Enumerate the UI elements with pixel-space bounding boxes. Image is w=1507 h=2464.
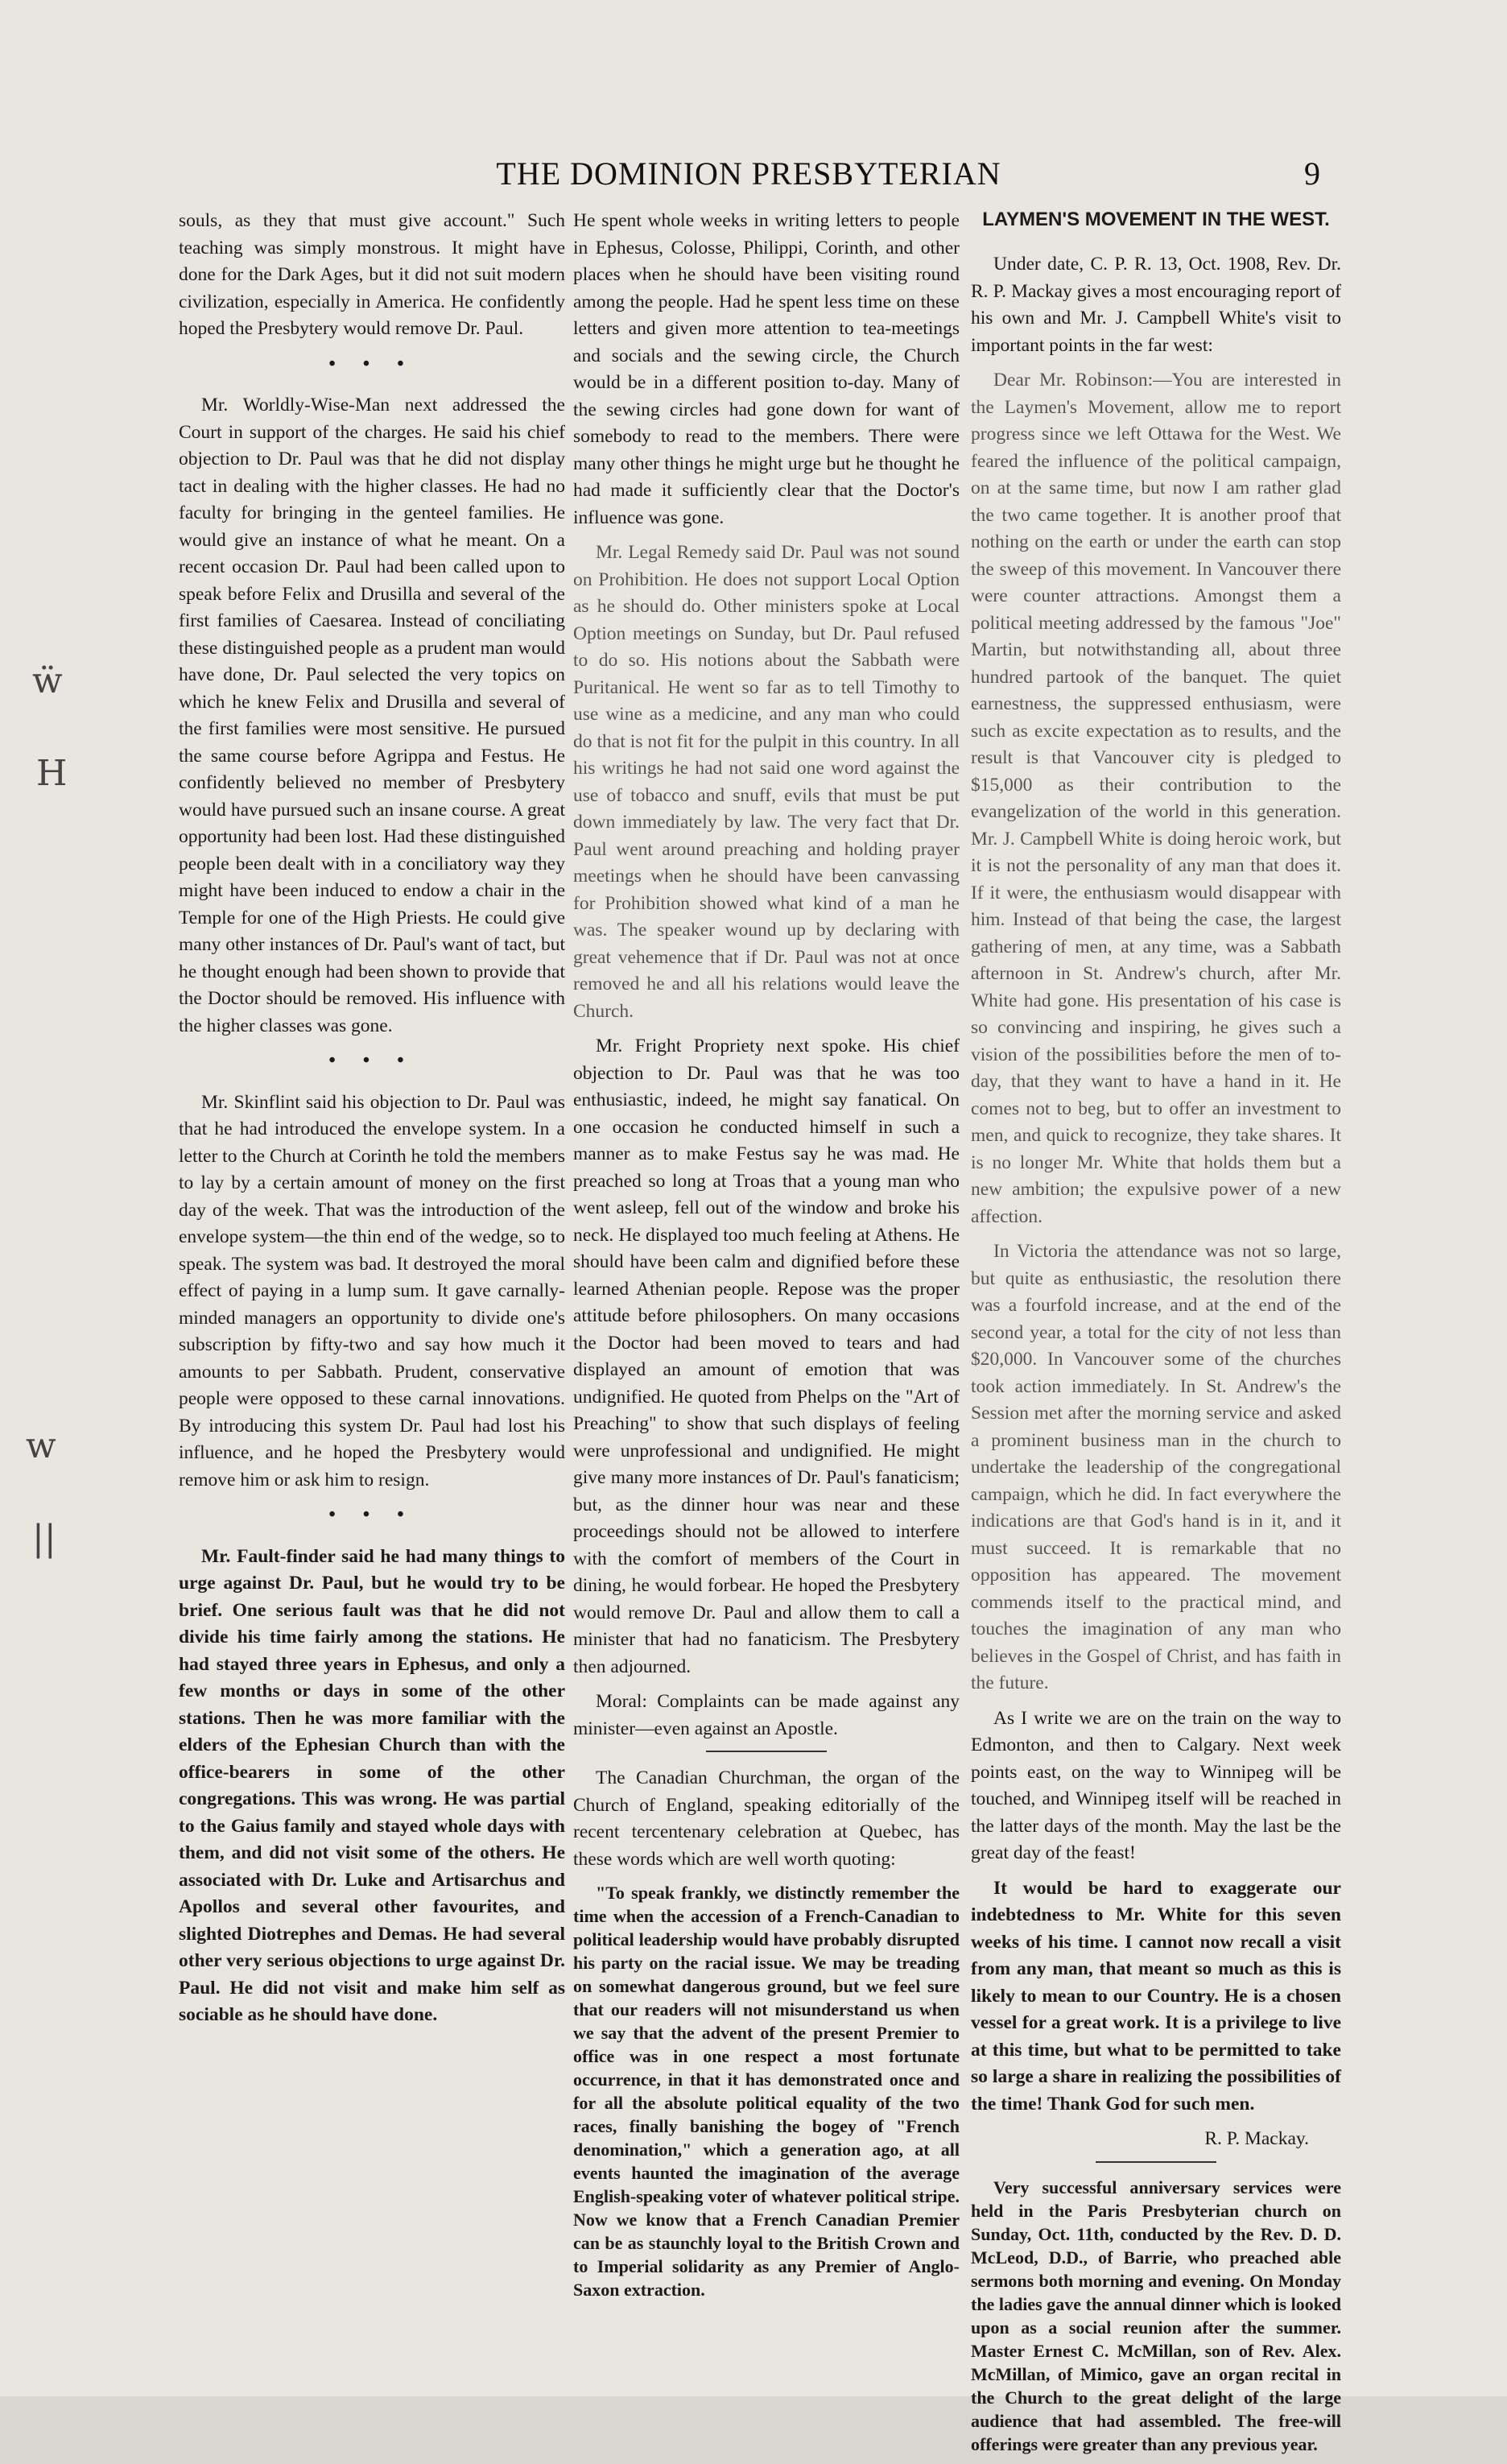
column-middle <box>573 208 960 2309</box>
article-paragraph: Very successful anniversary services were held in the Paris Presbyterian church on Sunday, Oct. 11th, conducted by the Rev. D. D. McLeod, D.D., of Barrie, who preached able sermons both morning and evening. On Monday the ladies gave the annual dinner which is looked upon as a social reunion after the summer. Master Ernest C. McMillan, son of Rev. Alex. McMillan, of Mimico, gave an organ recital in the Church to the great delight of the large audience that had assembled. The free-will offerings were greater than any previous year. <box>971 2177 1341 2454</box>
signature: R. P. Mackay. <box>1204 2128 1309 2149</box>
margin-mark-4: || <box>32 1518 56 1559</box>
margin-mark-1: ẅ <box>32 660 63 701</box>
section-separator: • • • <box>328 353 415 374</box>
article-paragraph: Dear Mr. Robinson:—You are interested in the Laymen's Movement, allow me to report progress since we left Ottawa for the West. We feared the influence of the political campaign, on at the same time, but now I am rather glad the two came together. It is another proof that nothing on the earth or under the earth can stop the sweep of this movement. In Vancouver there were counter attractions. Amongst them a political meeting addressed by the famous "Joe" Martin, but notwithstanding all, about three hundred partook of the banquet. The quiet earnestness, the suppressed enthusiasm, were such as excite expectation as to results, and the result is that Vancouver city is pledged to $15,000 as their contribution to the evangelization of the world in this generation. Mr. J. Campbell White is doing heroic work, but it is not the personality of any man that does it. If it were, the enthusiasm would disappear with him. Instead of that being the case, the largest gathering of men, at any time, was a Sabbath afternoon in St. Andrew's church, after Mr. White had gone. His presentation of his case is so convincing and inspiring, he gives such a vision of the possibilities before the men of to-day, that they want to have a hand in it. He comes not to beg, but to offer an investment to men, and quick to recognize, they take shares. It is no longer Mr. White that holds them but a new ambition; the expulsive power of a new affection. <box>971 370 1341 1227</box>
column-right <box>971 208 1341 2464</box>
section-separator: • • • <box>328 1504 415 1525</box>
divider-rule <box>1096 2161 1216 2163</box>
article-paragraph: In Victoria the attendance was not so large, but quite as enthusiastic, the resolution there was a fourfold increase, and at the end of the second year, a total for the city of not less than $20,000. In Vancouver some of the churches took action immediately. In St. Andrew's the Session met after the morning service and asked a prominent business man in the church to undertake the leadership of the congregational campaign, which he did. In fact everywhere the indications are that God's hand is in it, and it must succeed. It is remarkable that no opposition has appeared. The movement commends itself to the practical mind, and touches the imagination of any man who believes in the Gospel of Christ, and has faith in the future. <box>971 1241 1341 1693</box>
article-paragraph: Mr. Skinflint said his objection to Dr. Paul was that he had introduced the envelope system. In a letter to the Church at Corinth he told the members to lay by a certain amount of money on the first day of the week. That was the introduction of the envelope system—the thin end of the wedge, so to speak. The system was bad. It destroyed the moral effect of paying in a lump sum. It gave carnally-minded managers an opportunity to divide one's subscription by fifty-two and say how much it amounts to per Sabbath. Prudent, conservative people were opposed to these carnal innovations. By introducing this system Dr. Paul had lost his influence, and he hoped the Presbytery would remove him or ask him to resign. <box>179 1091 565 1490</box>
article-paragraph: Mr. Fault-finder said he had many things to urge against Dr. Paul, but he would try to be brief. One serious fault was that he did not divide his time fairly among the stations. He had stayed three years in Ephesus, and only a few months or days in some of the other stations. Then he was more familiar with the elders of the Ephesian Church than with the office-bearers in some of the other congregations. This was wrong. He was partial to the Gaius family and stayed whole days with them, and did not visit some of the others. He associated with Dr. Luke and Artisarchus and Apollos and several other favourites, and slighted Diotrephes and Demas. He had several other very serious objections to urge against Dr. Paul. He did not visit and make him self as sociable as he should have done. <box>179 1545 565 2025</box>
article-paragraph: The Canadian Churchman, the organ of the Church of England, speaking editorially of the recent tercentenary celebration at Quebec, has these words which are well worth quoting: <box>573 1767 960 1870</box>
article-paragraph: Mr. Fright Propriety next spoke. His chief objection to Dr. Paul was that he was too enthusiastic, indeed, he might say fanatical. On one occasion he conducted himself in such a manner as to make Festus say he was mad. He preached so long at Troas that a young man who went asleep, fell out of the window and broke his neck. He displayed too much feeling at Athens. He should have been calm and dignified before these learned Athenian people. Repose was the proper attitude before philosophers. On many occasions the Doctor had been moved to tears and had displayed an amount of emotion that was undignified. He quoted from Phelps on the "Art of Preaching" to show that such displays of feeling were unprofessional and undignified. He might give many more instances of Dr. Paul's fanaticism; but, as the dinner hour was near and these proceedings should not be allowed to interfere with the comfort of members of the Court in dining, he would forbear. He hoped the Presbytery would remove Dr. Paul and allow them to call a minister that had no fanaticism. The Presbytery then adjourned. <box>573 1036 960 1677</box>
quotation-paragraph: "To speak frankly, we distinctly remember the time when the accession of a French-Canadian to political leadership would have probably disrupted his party on the racial issue. We may be treading on somewhat dangerous ground, but we feel sure that our readers will not misunderstand us when we say that the advent of the present Premier to office was in one respect a most fortunate occurrence, in that it has demonstrated once and for all the absolute political equality of the two races, finally banishing the bogey of "French denomination," which a generation ago, at all events haunted the imagination of the average English-speaking voter of whatever political stripe. Now we know that a French Canadian Premier can be as staunchly loyal to the British Crown and to Imperial solidarity as any Premier of Anglo-Saxon extraction. <box>573 1883 960 2300</box>
article-heading: LAYMEN'S MOVEMENT IN THE WEST. <box>982 209 1330 230</box>
moral-paragraph: Moral: Complaints can be made against any minister—even against an Apostle. <box>573 1691 960 1739</box>
article-paragraph: Mr. Worldly-Wise-Man next addressed the Court in support of the charges. He said his chief objection to Dr. Paul was that he did not display tact in dealing with the higher classes. He had no faculty for bringing in the genteel families. He would give an instance of what he meant. On a recent occasion Dr. Paul had been called upon to speak before Felix and Drusilla and several of the first families of Caesarea. Instead of conciliating these distinguished people as a prudent man would have done, Dr. Paul selected the very topics on which he knew Felix and Drusilla and several of the first families were most sensitive. He pursued the same course before Agrippa and Festus. He confidently believed no member of Presbytery would have pursued such an insane course. A great opportunity had been lost. Had these distinguished people been dealt with in a conciliatory way they might have been induced to endow a chair in the Temple for one of the High Priests. He could give many other instances of Dr. Paul's want of tact, but he thought enough had been shown to provide that the Doctor should be removed. His influence with the higher classes was gone. <box>179 395 565 1036</box>
section-separator: • • • <box>328 1050 415 1071</box>
divider-rule <box>706 1751 827 1752</box>
page-number: 9 <box>1304 155 1320 192</box>
article-paragraph: He spent whole weeks in writing letters to people in Ephesus, Colosse, Philippi, Corinth, and other places when he should have been visiting round among the people. Had he spent less time on these letters and given more attention to tea-meetings and socials and the sewing circle, the Church would be in a different position to-day. Many of the sewing circles had gone down for want of somebody to read to the members. There were many other things he might urge but he thought he had made it sufficiently clear that the Doctor's influence was gone. <box>573 210 960 528</box>
article-paragraph: Under date, C. P. R. 13, Oct. 1908, Rev. Dr. R. P. Mackay gives a most encouraging report of his own and Mr. J. Campbell White's visit to important points in the far west: <box>971 254 1341 356</box>
margin-mark-2: H <box>36 753 68 794</box>
article-paragraph: Mr. Legal Remedy said Dr. Paul was not sound on Prohibition. He does not support Local Option as he should do. Other ministers spoke at Local Option meetings on Sunday, but Dr. Paul refused to do so. His notions about the Sabbath were Puritanical. He went so far as to tell Timothy to use wine as a medicine, and any man who could do that is not fit for the pulpit in this country. In all his writings he had not said one word against the use of tobacco and snuff, evils that must be put down immediately by law. The very fact that Dr. Paul went around preaching and holding prayer meetings when he should have been canvassing for Prohibition showed what kind of a man he was. The speaker wound up by declaring with great vehemence that if Dr. Paul was not at once removed he and all his relations would leave the Church. <box>573 542 960 1022</box>
margin-mark-3: w <box>26 1425 56 1466</box>
article-paragraph: As I write we are on the train on the way to Edmonton, and then to Calgary. Next week points east, on the way to Winnipeg will be touched, and Winnipeg itself will be reached in the latter days of the month. May the last be the great day of the feast! <box>971 1707 1341 1863</box>
article-paragraph: souls, as they that must give account." Such teaching was simply monstrous. It might have done for the Dark Ages, but it did not suit modern civilization, especially in America. He confidently hoped the Presbytery would remove Dr. Paul. <box>179 210 565 339</box>
masthead-title: THE DOMINION PRESBYTERIAN <box>496 155 1001 192</box>
column-left <box>179 208 565 2037</box>
article-paragraph: It would be hard to exaggerate our indebtedness to Mr. White for this seven weeks of his time. I cannot now recall a visit from any man, that meant so much as this is likely to mean to our Country. He is a chosen vessel for a great work. It is a privilege to live at this time, but what to be permitted to take so large a share in realizing the possibilities of the time! Thank God for such men. <box>971 1877 1341 2115</box>
